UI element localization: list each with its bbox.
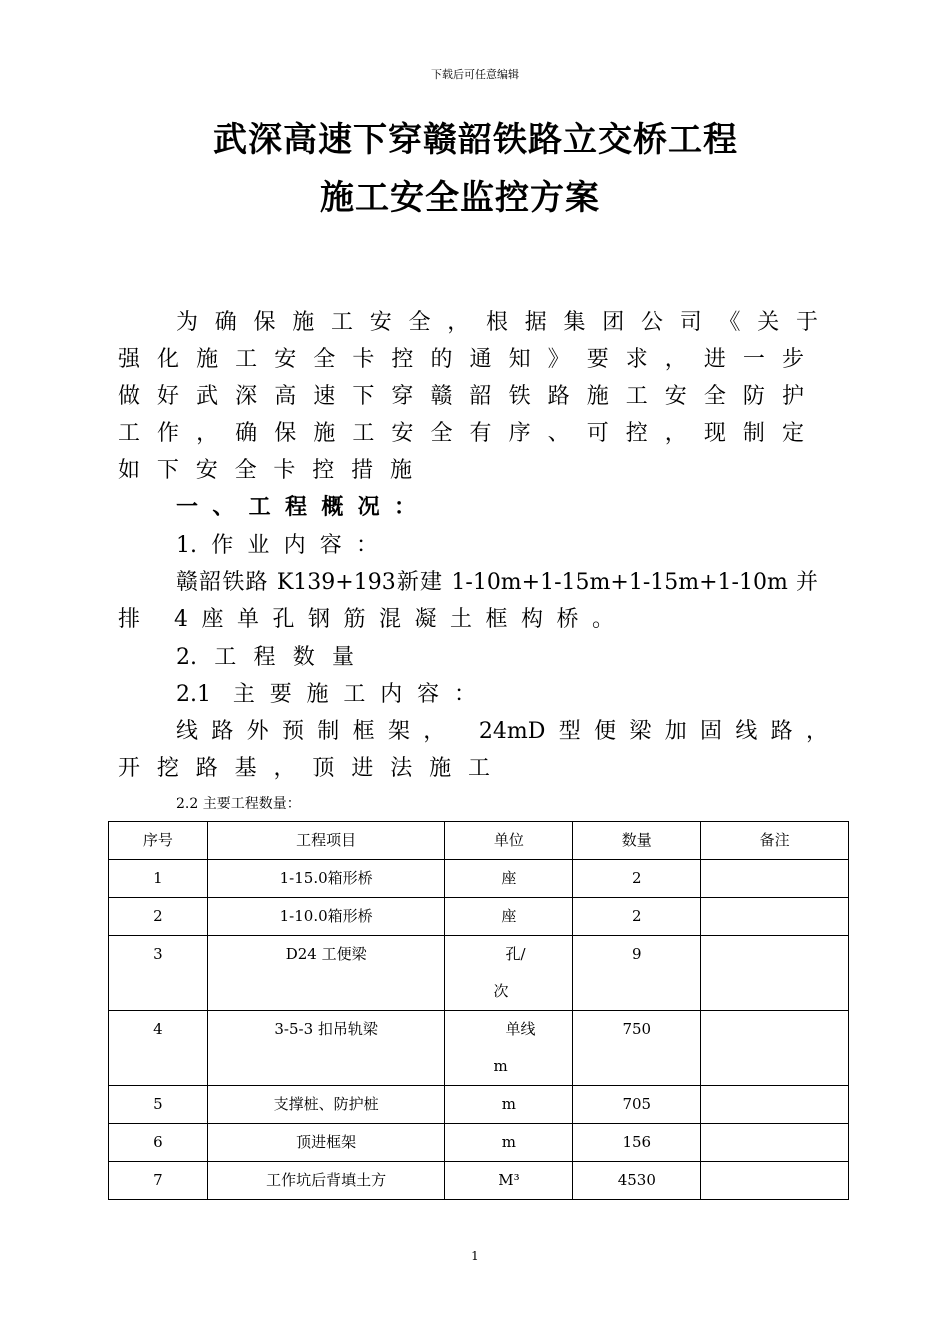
cell-qty: 750: [573, 1011, 701, 1086]
cell-item: 顶进框架: [207, 1124, 445, 1162]
header-no: 序号: [109, 822, 208, 860]
item-1-text-line2: [118, 602, 614, 633]
cell-qty: 705: [573, 1086, 701, 1124]
cell-no: 3: [109, 936, 208, 1011]
intro-line-2-text: 强化施工安全卡控的通知》要求，进一步: [118, 347, 804, 372]
document-title-line2: 施工安全监控方案: [320, 178, 600, 218]
section-1-heading: [176, 490, 416, 521]
cell-no: 4: [109, 1011, 208, 1086]
item-2-2-heading: 2.2 主要工程数量：: [176, 796, 301, 812]
header-qty: 数量: [573, 822, 701, 860]
item-2-1-text-line1: [176, 714, 828, 745]
cell-qty: 2: [573, 898, 701, 936]
intro-line-3-text: 做好武深高速下穿赣韶铁路施工安全防护: [118, 384, 804, 409]
cell-note: [701, 898, 849, 936]
cell-unit-line1: 孔/: [505, 945, 526, 963]
table-row: [109, 1162, 849, 1200]
cell-item: 支撑桩、防护桩: [207, 1086, 445, 1124]
table-row: [109, 1086, 849, 1124]
cell-no: 2: [109, 898, 208, 936]
section-1-heading-text: 一、工程概况：: [176, 494, 416, 520]
item-1-heading-text: 1.作业内容：: [176, 533, 378, 558]
cell-item: 3-5-3 扣吊轨梁: [207, 1011, 445, 1086]
table-row: [109, 1011, 849, 1086]
item-2-1-text-line2-text: 开挖路基，顶进法施工: [118, 756, 490, 781]
intro-line-4-text: 工作，确保施工安全有序、可控，现制定: [118, 421, 804, 446]
cell-note: [701, 1162, 849, 1200]
cell-qty: 4530: [573, 1162, 701, 1200]
cell-item: 1-15.0箱形桥: [207, 860, 445, 898]
cell-unit: [445, 1011, 573, 1086]
intro-line-5-text: 如下安全卡控措施: [118, 458, 412, 483]
page-number: 1: [471, 1249, 479, 1263]
cell-item: 1-10.0箱形桥: [207, 898, 445, 936]
cell-note: [701, 1124, 849, 1162]
cell-note: [701, 936, 849, 1011]
cell-unit: m: [445, 1124, 573, 1162]
header-item: 工程项目: [207, 822, 445, 860]
cell-note: [701, 1086, 849, 1124]
table-header-row: [109, 822, 849, 860]
cell-qty: 156: [573, 1124, 701, 1162]
cell-no: 5: [109, 1086, 208, 1124]
item-1-text-line2-text: 排 4座单孔钢筋混凝土框构桥。: [118, 607, 614, 632]
intro-line-1-text: 为确保施工安全，根据集团公司《关于: [176, 310, 818, 335]
intro-line-3: [118, 379, 804, 410]
item-2-heading-text: 2.工程数量: [176, 645, 354, 670]
cell-unit: 座: [445, 898, 573, 936]
cell-item: 工作坑后背填土方: [207, 1162, 445, 1200]
cell-unit: [445, 936, 573, 1011]
quantity-table: [108, 821, 849, 1200]
cell-unit-line2: m: [493, 1057, 508, 1075]
item-2-1-heading: [176, 677, 476, 708]
cell-unit-line1: 单线: [505, 1020, 536, 1038]
header-unit: 单位: [445, 822, 573, 860]
intro-line-4: [118, 416, 804, 447]
cell-qty: 2: [573, 860, 701, 898]
intro-line-2: [118, 342, 804, 373]
item-2-1-text-line2: [118, 751, 490, 782]
table-row: [109, 898, 849, 936]
item-2-1-text-line1-text: 线路外预制框架， 24mD型便梁加固线路，: [176, 719, 828, 744]
cell-item: D24 工便梁: [207, 936, 445, 1011]
header-note: 备注: [701, 822, 849, 860]
item-1-text-line1-text: 赣韶铁路 K139+193新建 1-10m+1-15m+1-15m+1-10m 并: [176, 570, 818, 595]
cell-unit: m: [445, 1086, 573, 1124]
intro-line-5: [118, 453, 412, 484]
table-row: [109, 860, 849, 898]
cell-note: [701, 1011, 849, 1086]
cell-qty: 9: [573, 936, 701, 1011]
item-1-heading: [176, 528, 378, 559]
cell-unit: 座: [445, 860, 573, 898]
table-row: [109, 1124, 849, 1162]
cell-note: [701, 860, 849, 898]
cell-no: 6: [109, 1124, 208, 1162]
table-row: [109, 936, 849, 1011]
cell-no: 1: [109, 860, 208, 898]
cell-no: 7: [109, 1162, 208, 1200]
header-note: 下载后可任意编辑: [431, 68, 519, 81]
intro-line-1: [176, 305, 818, 336]
document-title-line1: 武深高速下穿赣韶铁路立交桥工程: [213, 120, 738, 160]
item-2-heading: [176, 640, 354, 671]
cell-unit-line2: 次: [493, 982, 509, 1000]
item-2-1-heading-text: 2.1 主要施工内容：: [176, 682, 476, 707]
item-1-text-line1: [176, 565, 818, 596]
cell-unit: M³: [445, 1162, 573, 1200]
